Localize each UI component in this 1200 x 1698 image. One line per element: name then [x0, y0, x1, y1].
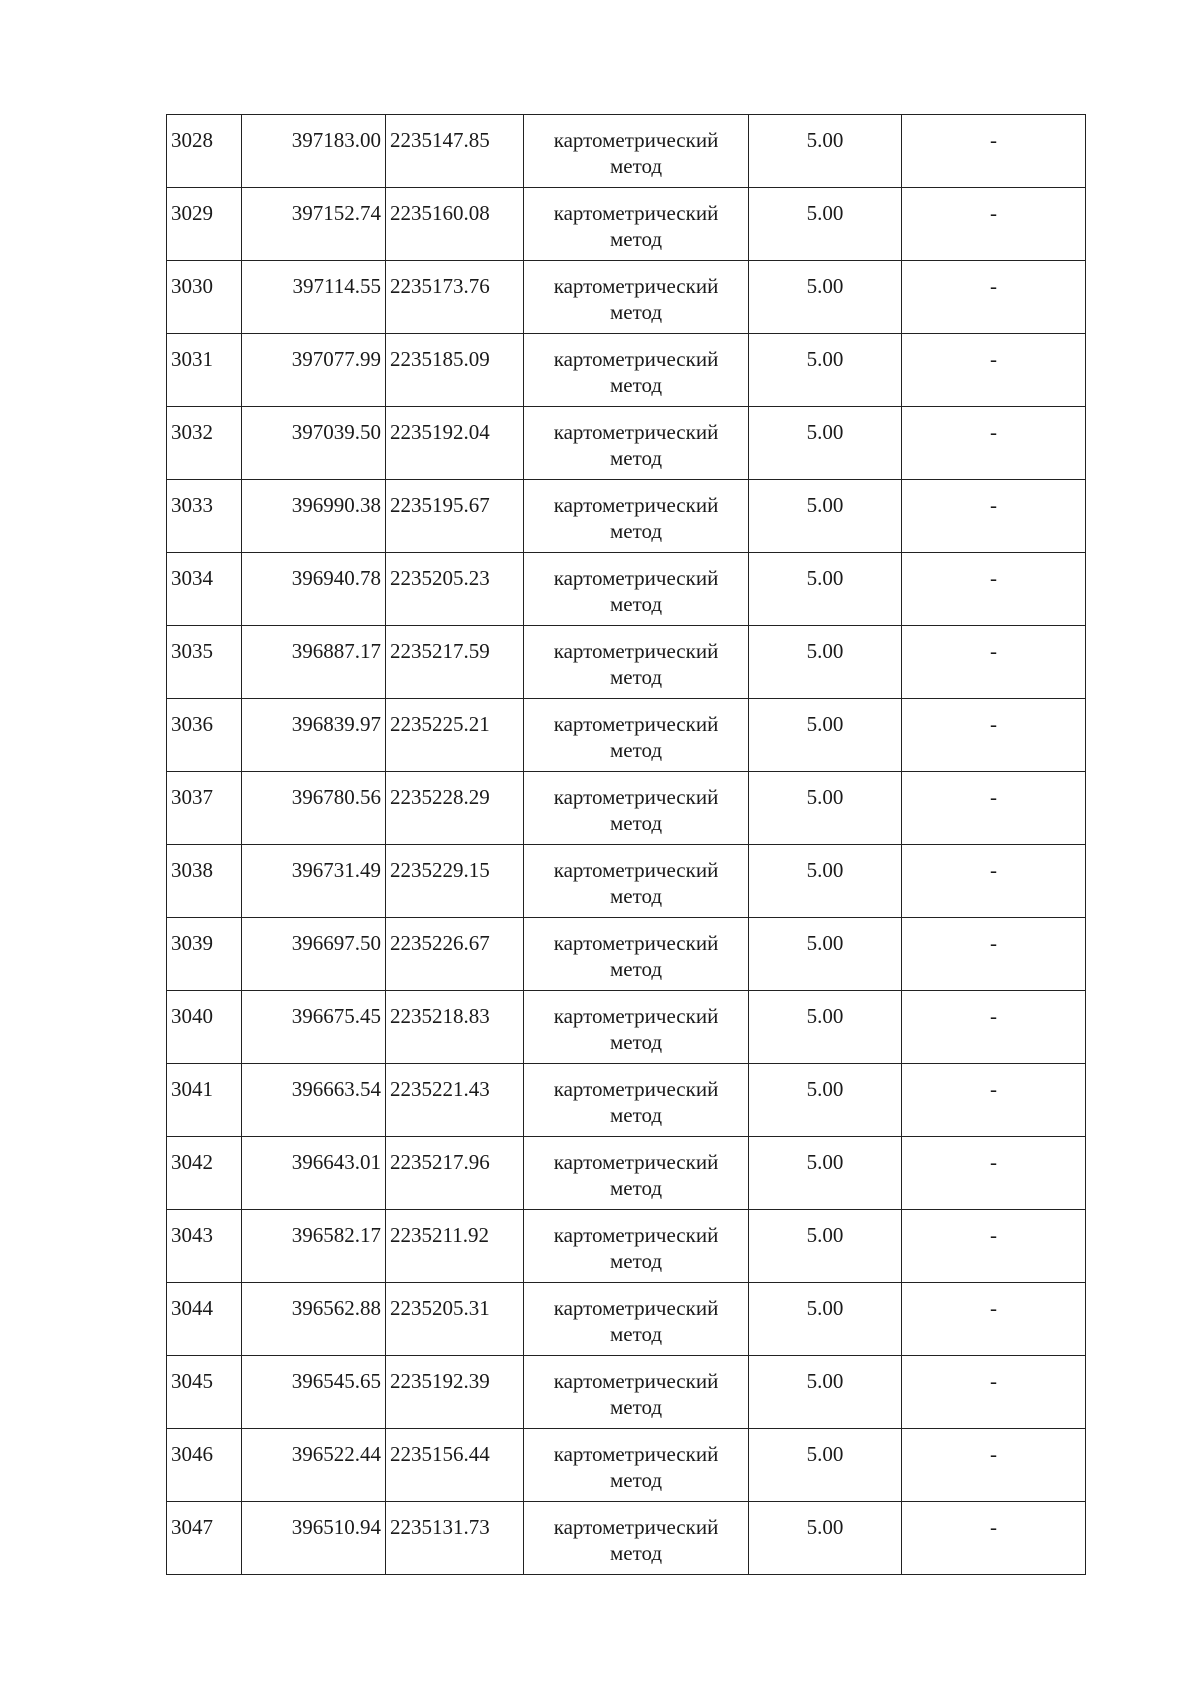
x-coordinate-cell: 396510.94 — [242, 1502, 386, 1575]
description-cell: - — [902, 553, 1086, 626]
method-cell — [524, 1137, 749, 1210]
accuracy-cell: 5.00 — [749, 1502, 902, 1575]
x-coordinate-cell: 396780.56 — [242, 772, 386, 845]
description-cell: - — [902, 991, 1086, 1064]
method-text-line2: метод — [609, 1176, 663, 1200]
point-number-cell: 3036 — [167, 699, 242, 772]
y-coordinate-cell: 2235221.43 — [386, 1064, 524, 1137]
point-number-cell: 3031 — [167, 334, 242, 407]
y-coordinate-cell: 2235195.67 — [386, 480, 524, 553]
point-number-cell: 3042 — [167, 1137, 242, 1210]
table-row — [167, 626, 1086, 699]
point-number-cell: 3045 — [167, 1356, 242, 1429]
description-cell: - — [902, 115, 1086, 188]
x-coordinate-cell: 396887.17 — [242, 626, 386, 699]
method-text-line2: метод — [609, 665, 663, 689]
description-cell: - — [902, 772, 1086, 845]
table-row — [167, 1210, 1086, 1283]
method-text-line2: метод — [609, 1322, 663, 1346]
method-text-line2: метод — [609, 738, 663, 762]
accuracy-cell: 5.00 — [749, 699, 902, 772]
point-number-cell: 3034 — [167, 553, 242, 626]
accuracy-cell: 5.00 — [749, 918, 902, 991]
accuracy-cell: 5.00 — [749, 261, 902, 334]
y-coordinate-cell: 2235131.73 — [386, 1502, 524, 1575]
method-text-line1: картометрический — [553, 1223, 719, 1247]
point-number-cell: 3041 — [167, 1064, 242, 1137]
table-row — [167, 1283, 1086, 1356]
method-text-line2: метод — [609, 1103, 663, 1127]
accuracy-cell: 5.00 — [749, 1283, 902, 1356]
accuracy-cell: 5.00 — [749, 480, 902, 553]
description-cell: - — [902, 407, 1086, 480]
point-number-cell: 3030 — [167, 261, 242, 334]
description-cell: - — [902, 1137, 1086, 1210]
point-number-cell: 3032 — [167, 407, 242, 480]
accuracy-cell: 5.00 — [749, 845, 902, 918]
method-text-line1: картометрический — [553, 931, 719, 955]
method-text-line1: картометрический — [553, 274, 719, 298]
table-row — [167, 334, 1086, 407]
method-text-line1: картометрический — [553, 1077, 719, 1101]
method-text-line1: картометрический — [553, 420, 719, 444]
description-cell: - — [902, 1210, 1086, 1283]
method-cell — [524, 480, 749, 553]
y-coordinate-cell: 2235211.92 — [386, 1210, 524, 1283]
description-cell: - — [902, 1429, 1086, 1502]
accuracy-cell: 5.00 — [749, 1064, 902, 1137]
accuracy-cell: 5.00 — [749, 1210, 902, 1283]
table-row — [167, 1064, 1086, 1137]
x-coordinate-cell: 397114.55 — [242, 261, 386, 334]
description-cell: - — [902, 334, 1086, 407]
method-text-line2: метод — [609, 884, 663, 908]
method-text-line2: метод — [609, 446, 663, 470]
y-coordinate-cell: 2235205.31 — [386, 1283, 524, 1356]
method-cell — [524, 1064, 749, 1137]
method-text-line2: метод — [609, 227, 663, 251]
y-coordinate-cell: 2235225.21 — [386, 699, 524, 772]
description-cell: - — [902, 1064, 1086, 1137]
method-text-line1: картометрический — [553, 1369, 719, 1393]
method-cell — [524, 553, 749, 626]
coordinates-table-body — [167, 115, 1086, 1575]
y-coordinate-cell: 2235217.59 — [386, 626, 524, 699]
table-row — [167, 772, 1086, 845]
method-cell — [524, 334, 749, 407]
y-coordinate-cell: 2235173.76 — [386, 261, 524, 334]
method-text-line1: картометрический — [553, 493, 719, 517]
method-cell — [524, 918, 749, 991]
y-coordinate-cell: 2235185.09 — [386, 334, 524, 407]
description-cell: - — [902, 1283, 1086, 1356]
method-text-line2: метод — [609, 1468, 663, 1492]
x-coordinate-cell: 396675.45 — [242, 991, 386, 1064]
method-text-line1: картометрический — [553, 858, 719, 882]
point-number-cell: 3037 — [167, 772, 242, 845]
method-text-line1: картометрический — [553, 347, 719, 371]
point-number-cell: 3047 — [167, 1502, 242, 1575]
method-cell — [524, 407, 749, 480]
method-cell — [524, 188, 749, 261]
method-text-line1: картометрический — [553, 712, 719, 736]
method-cell — [524, 1429, 749, 1502]
method-text-line2: метод — [609, 1395, 663, 1419]
point-number-cell: 3040 — [167, 991, 242, 1064]
y-coordinate-cell: 2235228.29 — [386, 772, 524, 845]
point-number-cell: 3035 — [167, 626, 242, 699]
table-row — [167, 188, 1086, 261]
x-coordinate-cell: 396562.88 — [242, 1283, 386, 1356]
method-text-line1: картометрический — [553, 1150, 719, 1174]
accuracy-cell: 5.00 — [749, 188, 902, 261]
x-coordinate-cell: 396663.54 — [242, 1064, 386, 1137]
point-number-cell: 3043 — [167, 1210, 242, 1283]
description-cell: - — [902, 918, 1086, 991]
x-coordinate-cell: 397152.74 — [242, 188, 386, 261]
description-cell: - — [902, 1356, 1086, 1429]
x-coordinate-cell: 396582.17 — [242, 1210, 386, 1283]
y-coordinate-cell: 2235218.83 — [386, 991, 524, 1064]
x-coordinate-cell: 397039.50 — [242, 407, 386, 480]
table-row — [167, 1502, 1086, 1575]
method-text-line2: метод — [609, 1249, 663, 1273]
description-cell: - — [902, 480, 1086, 553]
table-row — [167, 407, 1086, 480]
y-coordinate-cell: 2235192.04 — [386, 407, 524, 480]
accuracy-cell: 5.00 — [749, 553, 902, 626]
accuracy-cell: 5.00 — [749, 1429, 902, 1502]
method-text-line1: картометрический — [553, 566, 719, 590]
point-number-cell: 3046 — [167, 1429, 242, 1502]
method-text-line2: метод — [609, 373, 663, 397]
y-coordinate-cell: 2235160.08 — [386, 188, 524, 261]
point-number-cell: 3044 — [167, 1283, 242, 1356]
y-coordinate-cell: 2235192.39 — [386, 1356, 524, 1429]
accuracy-cell: 5.00 — [749, 334, 902, 407]
method-cell — [524, 115, 749, 188]
coordinates-table — [166, 114, 1086, 1575]
description-cell: - — [902, 261, 1086, 334]
table-row — [167, 991, 1086, 1064]
x-coordinate-cell: 396731.49 — [242, 845, 386, 918]
accuracy-cell: 5.00 — [749, 991, 902, 1064]
description-cell: - — [902, 188, 1086, 261]
method-cell — [524, 772, 749, 845]
method-cell — [524, 261, 749, 334]
method-text-line1: картометрический — [553, 1004, 719, 1028]
table-row — [167, 553, 1086, 626]
x-coordinate-cell: 396522.44 — [242, 1429, 386, 1502]
method-cell — [524, 626, 749, 699]
method-cell — [524, 991, 749, 1064]
method-text-line2: метод — [609, 592, 663, 616]
accuracy-cell: 5.00 — [749, 115, 902, 188]
method-text-line1: картометрический — [553, 128, 719, 152]
accuracy-cell: 5.00 — [749, 626, 902, 699]
point-number-cell: 3028 — [167, 115, 242, 188]
table-row — [167, 1429, 1086, 1502]
x-coordinate-cell: 397183.00 — [242, 115, 386, 188]
table-row — [167, 918, 1086, 991]
y-coordinate-cell: 2235156.44 — [386, 1429, 524, 1502]
y-coordinate-cell: 2235229.15 — [386, 845, 524, 918]
description-cell: - — [902, 1502, 1086, 1575]
accuracy-cell: 5.00 — [749, 1137, 902, 1210]
method-text-line1: картометрический — [553, 1515, 719, 1539]
method-text-line2: метод — [609, 1030, 663, 1054]
method-text-line1: картометрический — [553, 201, 719, 225]
x-coordinate-cell: 397077.99 — [242, 334, 386, 407]
description-cell: - — [902, 845, 1086, 918]
method-cell — [524, 699, 749, 772]
method-text-line2: метод — [609, 519, 663, 543]
point-number-cell: 3038 — [167, 845, 242, 918]
method-cell — [524, 1356, 749, 1429]
x-coordinate-cell: 396990.38 — [242, 480, 386, 553]
accuracy-cell: 5.00 — [749, 1356, 902, 1429]
point-number-cell: 3033 — [167, 480, 242, 553]
x-coordinate-cell: 396940.78 — [242, 553, 386, 626]
table-row — [167, 699, 1086, 772]
table-row — [167, 1356, 1086, 1429]
table-row — [167, 261, 1086, 334]
method-text-line2: метод — [609, 300, 663, 324]
method-cell — [524, 1283, 749, 1356]
table-row — [167, 1137, 1086, 1210]
method-cell — [524, 845, 749, 918]
method-text-line2: метод — [609, 811, 663, 835]
method-text-line2: метод — [609, 957, 663, 981]
x-coordinate-cell: 396697.50 — [242, 918, 386, 991]
y-coordinate-cell: 2235205.23 — [386, 553, 524, 626]
method-text-line1: картометрический — [553, 785, 719, 809]
method-text-line1: картометрический — [553, 1442, 719, 1466]
x-coordinate-cell: 396643.01 — [242, 1137, 386, 1210]
method-text-line1: картометрический — [553, 639, 719, 663]
table-row — [167, 115, 1086, 188]
y-coordinate-cell: 2235147.85 — [386, 115, 524, 188]
accuracy-cell: 5.00 — [749, 407, 902, 480]
description-cell: - — [902, 699, 1086, 772]
method-text-line2: метод — [609, 1541, 663, 1565]
method-text-line1: картометрический — [553, 1296, 719, 1320]
x-coordinate-cell: 396545.65 — [242, 1356, 386, 1429]
y-coordinate-cell: 2235226.67 — [386, 918, 524, 991]
y-coordinate-cell: 2235217.96 — [386, 1137, 524, 1210]
table-row — [167, 845, 1086, 918]
method-cell — [524, 1210, 749, 1283]
point-number-cell: 3029 — [167, 188, 242, 261]
table-row — [167, 480, 1086, 553]
method-cell — [524, 1502, 749, 1575]
x-coordinate-cell: 396839.97 — [242, 699, 386, 772]
accuracy-cell: 5.00 — [749, 772, 902, 845]
description-cell: - — [902, 626, 1086, 699]
point-number-cell: 3039 — [167, 918, 242, 991]
method-text-line2: метод — [609, 154, 663, 178]
